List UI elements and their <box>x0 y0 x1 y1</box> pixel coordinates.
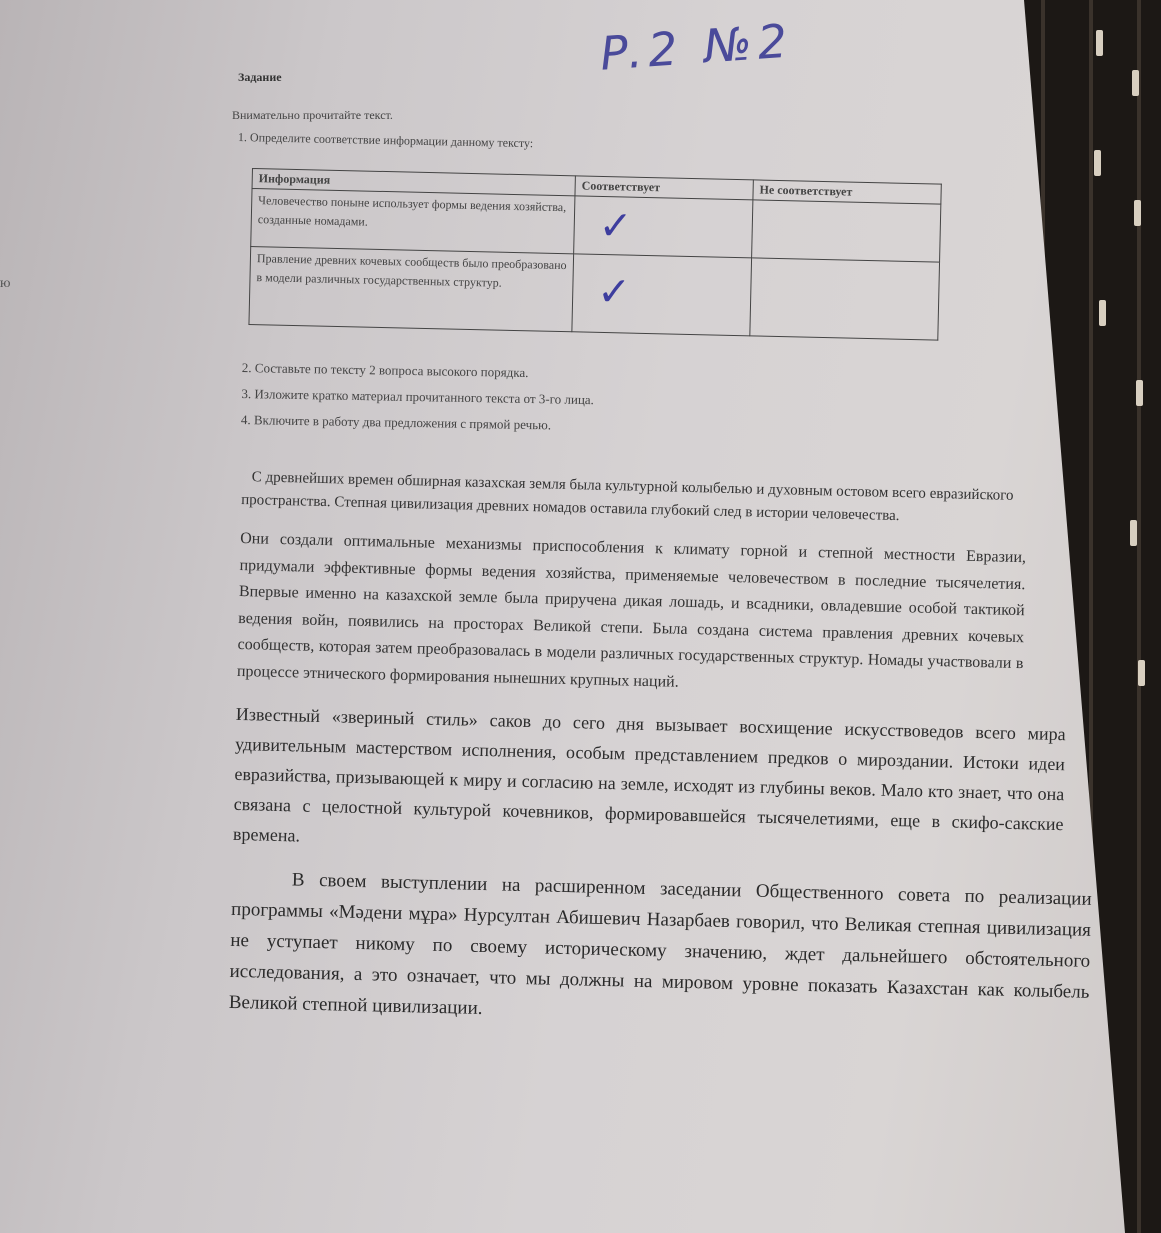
task-instruction: Внимательно прочитайте текст. <box>232 108 393 122</box>
weave-stitch <box>1130 520 1137 546</box>
matching-table <box>248 168 941 341</box>
row-no-cell <box>750 258 940 340</box>
paragraph: Известный «звериный стиль» саков до сего дня вызывает восхищение искусствоведов всего мира удивительным мастерством исполнения, особым представлением предков о мироздании. Истоки идеи евразийства, призывающей к миру и согласию на земле, исходят из глубины веков. Мало кто знает, что она связана с целостной культурой кочевников, формировавшейся тысячелетиями, еще в скифо-сакские времена. <box>232 703 1066 846</box>
row-yes-cell <box>572 254 752 336</box>
task-item-1: 1. Определите соответствие информации данному тексту: <box>237 130 534 151</box>
header-yes: Соответствует <box>575 176 753 200</box>
paragraph: Они создали оптимальные механизмы приспособления к климату горной и степной местности Евразии, придумали эффективные формы ведения хозяйства, применяемые человечеством в последние тысячелетия. Впервые именно на казахской земле была приручена дикая лошадь, и всадники, овладевшие особой тактикой ведения войн, появились на просторах Великой степи. Была создана система правления древних кочевых сообществ, которая затем преобразовалась в модели различных государственных структур. Номады участвовали в процессе этнического формирования нынешних крупных наций. <box>236 529 1027 691</box>
weave-stitch <box>1096 30 1103 56</box>
paragraph: В своем выступлении на расширенном заседании Общественного совета по реализации программы «Мәдени мұра» Нурсултан Абишевич Назарбаев говорил, что Великая степная цивилизация не уступает никому по своему историческому значению, ждет дальнейшего обстоятельного исследования, а это означает, что мы должны на мировом уровне показать Казахстан как колыбель Великой степной цивилизации. <box>228 869 1092 1020</box>
weave-stitch <box>1138 660 1145 686</box>
weave-stitch <box>1094 150 1101 176</box>
task-item-3: 3. Изложите кратко материал прочитанного текста от 3-го лица. <box>241 385 595 408</box>
weave-stitch <box>1132 70 1139 96</box>
task-item-4: 4. Включите в работу два предложения с прямой речью. <box>240 411 552 433</box>
row-info: Правление древних кочевых сообществ было преобразовано в модели различных государственных структур. <box>249 246 574 331</box>
margin-fragment: ю <box>0 276 11 291</box>
header-info: Информация <box>252 169 575 196</box>
task-item-2: 2. Составьте по тексту 2 вопроса высокого порядка. <box>241 360 529 380</box>
row-yes-cell <box>574 196 753 258</box>
task-list <box>241 360 595 444</box>
handwritten-note: P.2 №2 <box>598 13 795 81</box>
task-title: Задание <box>238 70 282 84</box>
paragraph: С древнейших времен обширная казахская земля была культурной колыбелью и духовным остовом всего евразийского пространства. Степная цивилизация древних номадов оставила глубокий след в истории человечества. <box>240 469 1014 525</box>
checkmark-icon: ✓ <box>596 268 632 316</box>
weave-stitch <box>1136 380 1143 406</box>
checkmark-icon: ✓ <box>598 202 633 250</box>
table-row <box>249 246 940 340</box>
header-no: Не соответствует <box>753 180 941 204</box>
reading-text <box>228 466 1092 1051</box>
row-info: Человечество поныне использует формы ведения хозяйства, созданные номадами. <box>251 189 575 254</box>
weave-stitch <box>1134 200 1141 226</box>
weave-stitch <box>1099 300 1106 326</box>
row-no-cell <box>752 200 941 262</box>
